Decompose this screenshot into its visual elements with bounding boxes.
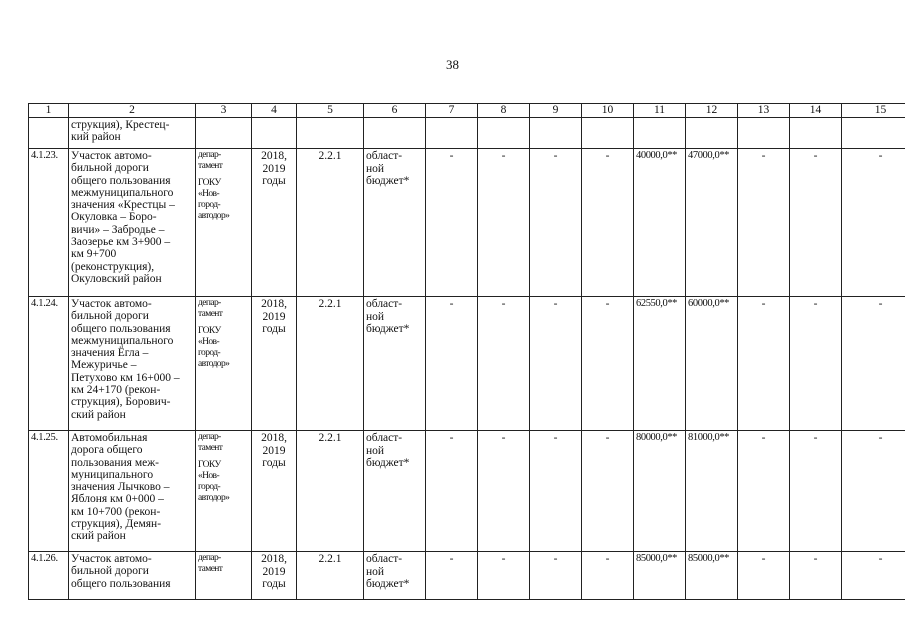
funding-source: област- ной бюджет* <box>364 297 426 431</box>
column-header: 11 <box>634 104 686 118</box>
column-header: 6 <box>364 104 426 118</box>
target-indicator: 2.2.1 <box>297 297 364 431</box>
target-indicator: 2.2.1 <box>297 552 364 600</box>
cell-value: - <box>842 149 905 297</box>
row-number: 4.1.25. <box>29 431 69 552</box>
measure-name: Участок автомо- бильной дороги общего пользования <box>69 552 196 600</box>
cell-value: - <box>738 431 790 552</box>
funding-source: област- ной бюджет* <box>364 552 426 600</box>
cell-value: - <box>738 552 790 600</box>
cell-value: - <box>582 552 634 600</box>
table-row <box>29 431 905 552</box>
target-indicator: 2.2.1 <box>297 149 364 297</box>
executor: депар- тамент ГОКУ «Нов- город- автодор» <box>196 297 252 431</box>
column-header: 3 <box>196 104 252 118</box>
funding-source: област- ной бюджет* <box>364 431 426 552</box>
column-number-row <box>29 104 905 118</box>
cell-value: - <box>478 149 530 297</box>
page-number: 38 <box>446 57 459 72</box>
cell-value: - <box>582 431 634 552</box>
cell-value: - <box>842 297 905 431</box>
table-row <box>29 149 905 297</box>
funding-amount: 81000,0** <box>686 431 738 552</box>
funding-amount: 60000,0** <box>686 297 738 431</box>
cell-value: - <box>738 149 790 297</box>
column-header: 13 <box>738 104 790 118</box>
column-header: 15 <box>842 104 905 118</box>
cell-value: - <box>426 297 478 431</box>
column-header: 4 <box>252 104 297 118</box>
cell-value: - <box>426 431 478 552</box>
cell-value: - <box>426 149 478 297</box>
column-header: 5 <box>297 104 364 118</box>
cell-value: - <box>478 297 530 431</box>
cell-value: - <box>790 149 842 297</box>
measure-name: Участок автомо- бильной дороги общего пользования межмуниципального значения «Крестцы – Окуловка – Боро- вичи» – Забродье – Заозерье км 3+900 – км 9+700 (реконструкция), Окуловский район <box>69 149 196 297</box>
implementation-years: 2018, 2019 годы <box>252 431 297 552</box>
funding-amount: 85000,0** <box>686 552 738 600</box>
measure-name: Участок автомо- бильной дороги общего пользования межмуниципального значения Ёгла – Межуричье – Петухово км 16+000 – км 24+170 (рекон- струкция), Борович- ский район <box>69 297 196 431</box>
executor: депар- тамент <box>196 552 252 600</box>
implementation-years: 2018, 2019 годы <box>252 149 297 297</box>
cell-value: - <box>842 552 905 600</box>
row-number: 4.1.23. <box>29 149 69 297</box>
cell-value: - <box>530 297 582 431</box>
continuation-name: струкция), Крестец- кий район <box>69 118 196 149</box>
cell-value: - <box>530 149 582 297</box>
cell-value: - <box>582 149 634 297</box>
column-header: 12 <box>686 104 738 118</box>
cell-value: - <box>842 431 905 552</box>
table-row <box>29 552 905 600</box>
column-header: 7 <box>426 104 478 118</box>
cell-value: - <box>426 552 478 600</box>
cell-value: - <box>582 297 634 431</box>
cell-value: - <box>478 552 530 600</box>
funding-amount: 40000,0** <box>634 149 686 297</box>
continuation-row <box>29 118 905 149</box>
cell-value: - <box>790 431 842 552</box>
target-indicator: 2.2.1 <box>297 431 364 552</box>
funding-amount: 85000,0** <box>634 552 686 600</box>
cell-value: - <box>790 297 842 431</box>
funding-amount: 47000,0** <box>686 149 738 297</box>
cell-value: - <box>738 297 790 431</box>
executor: депар- тамент ГОКУ «Нов- город- автодор» <box>196 431 252 552</box>
implementation-years: 2018, 2019 годы <box>252 297 297 431</box>
funding-amount: 62550,0** <box>634 297 686 431</box>
column-header: 9 <box>530 104 582 118</box>
cell-value: - <box>790 552 842 600</box>
column-header: 14 <box>790 104 842 118</box>
cell-value: - <box>530 552 582 600</box>
column-header: 1 <box>29 104 69 118</box>
column-header: 2 <box>69 104 196 118</box>
measures-table <box>28 103 905 600</box>
table-row <box>29 297 905 431</box>
row-number: 4.1.24. <box>29 297 69 431</box>
cell-value: - <box>530 431 582 552</box>
cell-value: - <box>478 431 530 552</box>
funding-amount: 80000,0** <box>634 431 686 552</box>
column-header: 8 <box>478 104 530 118</box>
row-number: 4.1.26. <box>29 552 69 600</box>
executor: депар- тамент ГОКУ «Нов- город- автодор» <box>196 149 252 297</box>
funding-source: област- ной бюджет* <box>364 149 426 297</box>
measure-name: Автомобильная дорога общего пользования меж- муниципального значения Лычково – Яблоня км 0+000 – км 10+700 (рекон- струкция), Демян- ский район <box>69 431 196 552</box>
implementation-years: 2018, 2019 годы <box>252 552 297 600</box>
column-header: 10 <box>582 104 634 118</box>
